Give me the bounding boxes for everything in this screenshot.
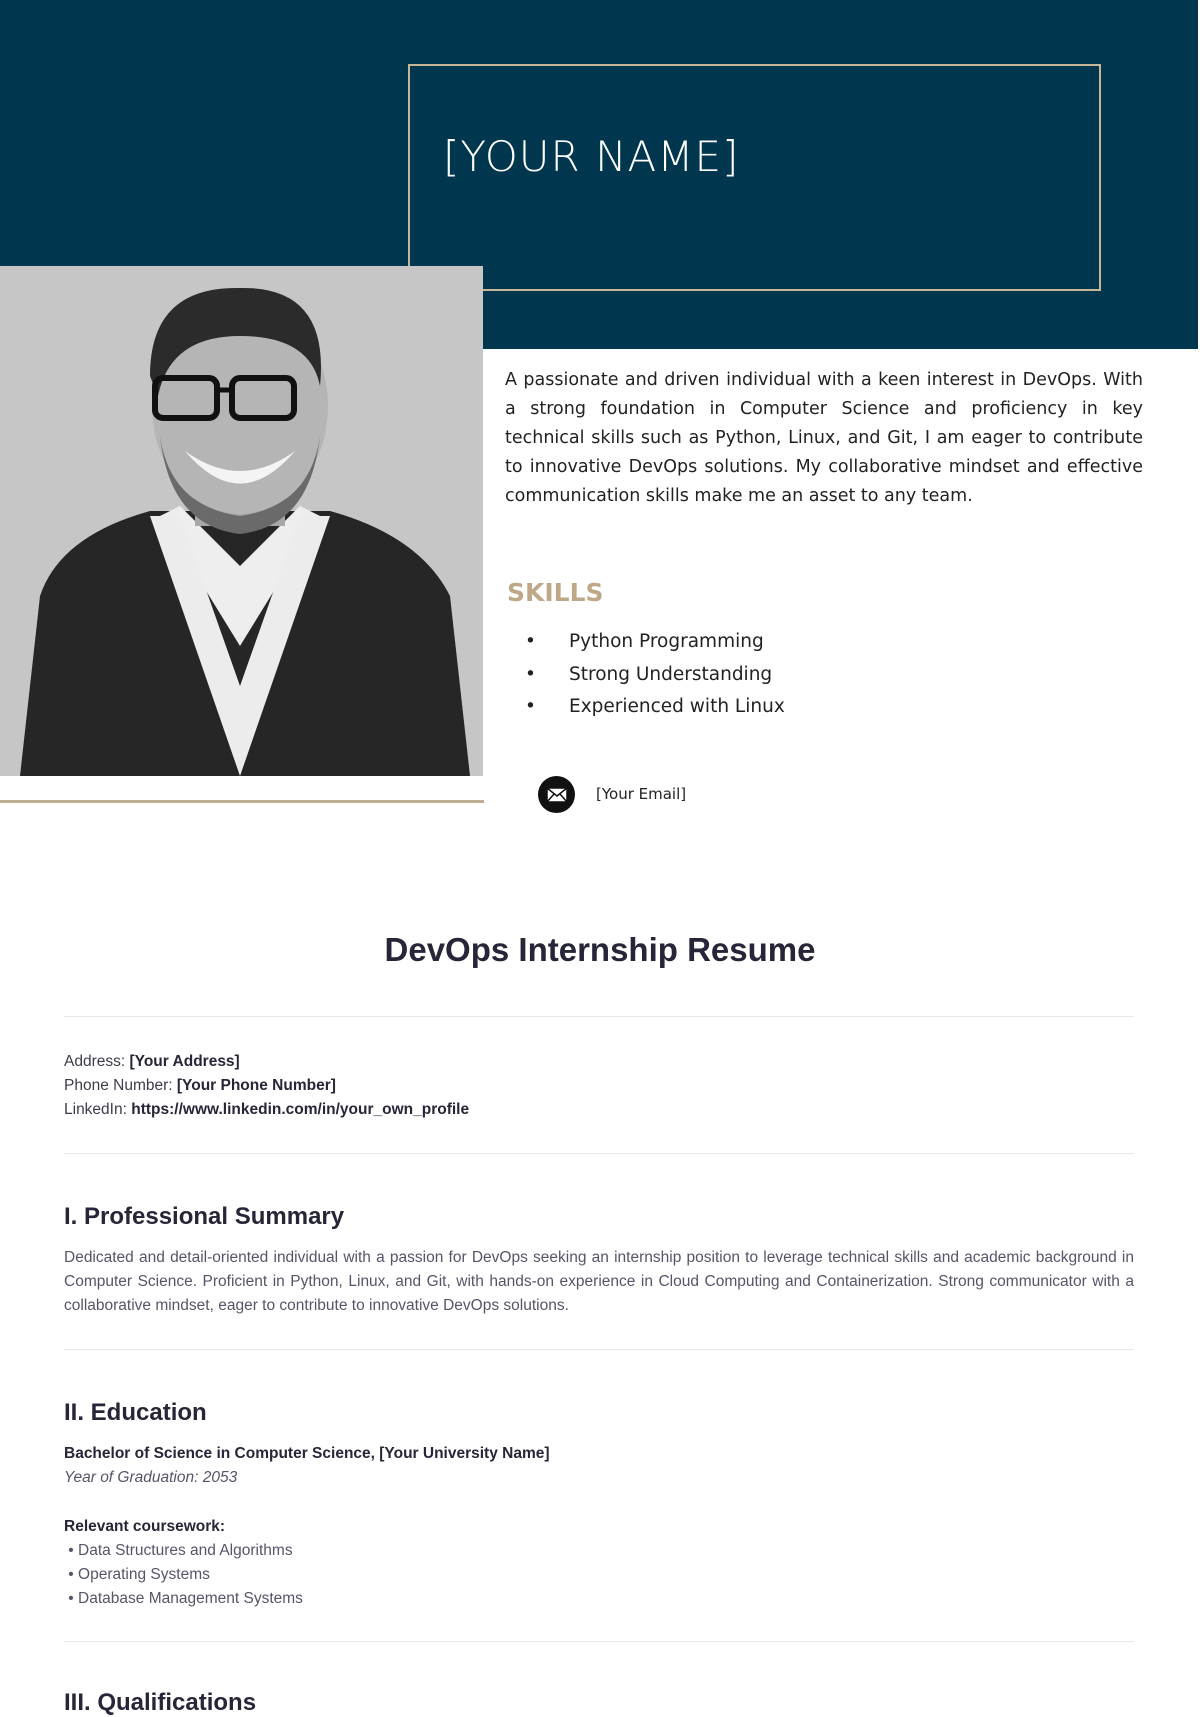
education-heading: II. Education xyxy=(64,1399,207,1426)
photo-underline xyxy=(0,800,484,803)
email-icon xyxy=(538,776,575,813)
address-value: [Your Address] xyxy=(129,1053,240,1070)
linkedin-line xyxy=(64,1101,469,1119)
phone-line xyxy=(64,1077,336,1095)
coursework-item: • Data Structures and Algorithms xyxy=(64,1542,293,1559)
coursework-label-text: Relevant coursework: xyxy=(64,1518,226,1535)
summary-text: Dedicated and detail-oriented individual with a passion for DevOps seeking an internship position to leverage technical skills and academic background in Computer Science. Proficient in Python, Linux, and Git, with hands-on experience in Cloud Computing and Containerization. Strong communicator with a collaborative mindset, eager to contribute to innovative DevOps solutions. xyxy=(64,1249,1134,1314)
address-label: Address: xyxy=(64,1053,126,1070)
divider xyxy=(64,1349,1134,1350)
degree xyxy=(64,1445,550,1463)
phone-value: [Your Phone Number] xyxy=(176,1077,336,1094)
bullet-icon: • xyxy=(525,631,536,652)
skill-label: Experienced with Linux xyxy=(569,696,785,717)
degree-text: Bachelor of Science in Computer Science, [Your University Name] xyxy=(64,1445,550,1462)
divider xyxy=(64,1016,1134,1017)
email-text: [Your Email] xyxy=(596,785,687,803)
bio-text: A passionate and driven individual with a keen interest in DevOps. With a strong foundation in Computer Science and proficiency in key technical skills such as Python, Linux, and Git, I am eager to contribute to innovative DevOps solutions. My collaborative mindset and effective communication skills make me an asset to any team. xyxy=(505,370,1143,506)
skill-label: Python Programming xyxy=(569,631,764,652)
address-line xyxy=(64,1053,240,1071)
divider xyxy=(64,1153,1134,1154)
qualifications-heading: III. Qualifications xyxy=(64,1689,257,1716)
phone-label: Phone Number: xyxy=(64,1077,173,1094)
coursework-item: • Database Management Systems xyxy=(64,1590,303,1607)
skills-heading: SKILLS xyxy=(507,578,604,607)
bullet-icon: • xyxy=(525,664,536,685)
candidate-name: [YOUR NAME] xyxy=(443,132,740,181)
coursework-label xyxy=(64,1518,225,1536)
document-title: DevOps Internship Resume xyxy=(384,931,816,968)
coursework-text: Database Management Systems xyxy=(78,1590,303,1607)
bullet-icon: • xyxy=(525,696,536,717)
linkedin-label: LinkedIn: xyxy=(64,1101,127,1118)
coursework-item: • Operating Systems xyxy=(64,1566,210,1583)
coursework-text: Data Structures and Algorithms xyxy=(78,1542,293,1559)
coursework-text: Operating Systems xyxy=(78,1566,210,1583)
linkedin-link[interactable]: https://www.linkedin.com/in/your_own_profile xyxy=(131,1101,470,1118)
summary-heading: I. Professional Summary xyxy=(64,1203,345,1230)
skill-item xyxy=(525,696,785,717)
skill-item xyxy=(525,631,764,652)
skill-item xyxy=(525,664,772,685)
skill-label: Strong Understanding xyxy=(569,664,773,685)
divider xyxy=(64,1641,1134,1642)
graduation-year: Year of Graduation: 2053 xyxy=(64,1469,238,1486)
profile-photo xyxy=(0,266,483,776)
